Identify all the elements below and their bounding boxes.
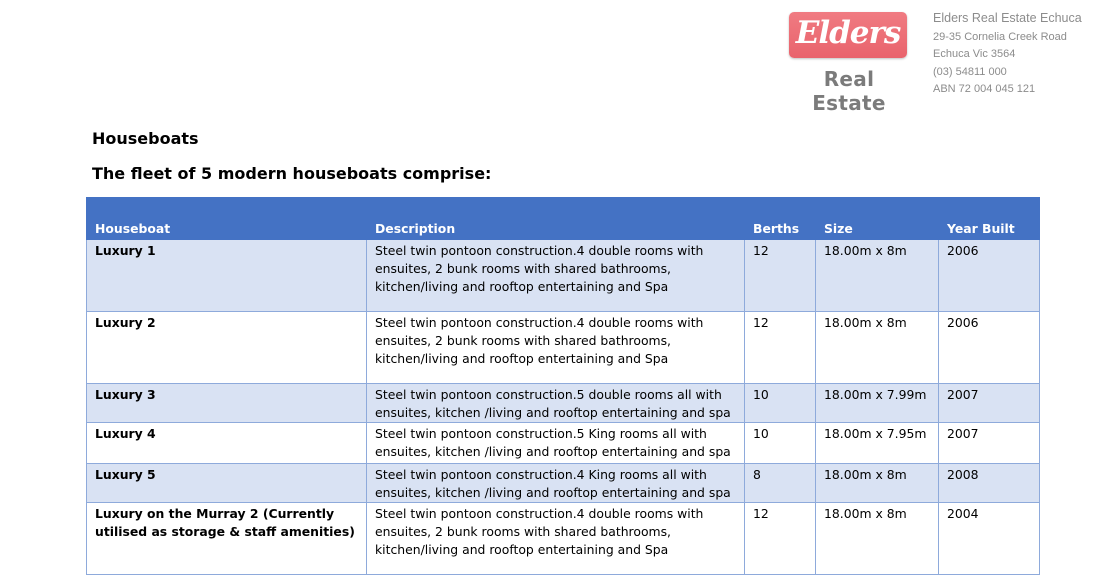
- houseboat-description: Steel twin pontoon construction.4 double rooms with ensuites, 2 bunk rooms with shared bathrooms, kitchen/living and rooftop entertaining and Spa: [367, 503, 745, 575]
- table-header-row: [87, 198, 1040, 240]
- houseboat-name: Luxury 3: [87, 384, 367, 423]
- houseboat-name: Luxury 4: [87, 423, 367, 464]
- houseboat-year-built: 2006: [939, 312, 1040, 384]
- houseboat-size: 18.00m x 7.95m: [816, 423, 939, 464]
- houseboat-size: 18.00m x 8m: [816, 312, 939, 384]
- houseboat-description: Steel twin pontoon construction.5 King rooms all with ensuites, kitchen /living and rooftop entertaining and spa: [367, 423, 745, 464]
- houseboat-berths: 10: [745, 423, 816, 464]
- column-header-houseboat: Houseboat: [87, 198, 367, 240]
- logo-script-text: Elders: [795, 15, 901, 51]
- houseboat-name: Luxury on the Murray 2 (Currently utilised as storage & staff amenities): [87, 503, 367, 575]
- houseboat-description: Steel twin pontoon construction.5 double rooms all with ensuites, kitchen /living and rooftop entertaining and spa: [367, 384, 745, 423]
- table-row: [87, 312, 1040, 384]
- houseboat-year-built: 2006: [939, 240, 1040, 312]
- logo-sub-text: Real Estate: [812, 67, 886, 115]
- houseboat-name: Luxury 1: [87, 240, 367, 312]
- column-header-year-built: Year Built: [939, 198, 1040, 240]
- column-header-description: Description: [367, 198, 745, 240]
- houseboat-size: 18.00m x 8m: [816, 240, 939, 312]
- abn-number: ABN 72 004 045 121: [933, 82, 1036, 95]
- table-row: [87, 464, 1040, 503]
- table-row: [87, 240, 1040, 312]
- houseboat-year-built: 2007: [939, 423, 1040, 464]
- houseboat-year-built: 2004: [939, 503, 1040, 575]
- houseboat-description: Steel twin pontoon construction.4 King rooms all with ensuites, kitchen /living and rooftop entertaining and spa: [367, 464, 745, 503]
- elders-logo: [787, 12, 911, 115]
- table-row: [87, 503, 1040, 575]
- address-line-2: Echuca Vic 3564: [933, 48, 1016, 61]
- houseboat-berths: 10: [745, 384, 816, 423]
- houseboat-size: 18.00m x 8m: [816, 464, 939, 503]
- logo-badge: [789, 12, 907, 58]
- houseboat-size: 18.00m x 7.99m: [816, 384, 939, 423]
- contact-block: [933, 11, 1098, 98]
- houseboat-berths: 12: [745, 503, 816, 575]
- agency-name: Elders Real Estate Echuca: [933, 11, 1082, 25]
- phone-number: (03) 54811 000: [933, 65, 1007, 78]
- address-line-1: 29-35 Cornelia Creek Road: [933, 31, 1067, 43]
- houseboat-description: Steel twin pontoon construction.4 double rooms with ensuites, 2 bunk rooms with shared bathrooms, kitchen/living and rooftop entertaining and Spa: [367, 240, 745, 312]
- houseboat-berths: 8: [745, 464, 816, 503]
- houseboat-name: Luxury 2: [87, 312, 367, 384]
- houseboat-table: [86, 197, 1040, 575]
- fleet-intro: The fleet of 5 modern houseboats comprise:: [92, 164, 492, 183]
- column-header-berths: Berths: [745, 198, 816, 240]
- table-row: [87, 384, 1040, 423]
- houseboat-berths: 12: [745, 312, 816, 384]
- houseboat-description: Steel twin pontoon construction.4 double rooms with ensuites, 2 bunk rooms with shared bathrooms, kitchen/living and rooftop entertaining and Spa: [367, 312, 745, 384]
- houseboat-berths: 12: [745, 240, 816, 312]
- houseboat-name: Luxury 5: [87, 464, 367, 503]
- document-title: Houseboats: [92, 129, 199, 148]
- houseboat-year-built: 2008: [939, 464, 1040, 503]
- houseboat-year-built: 2007: [939, 384, 1040, 423]
- table-row: [87, 423, 1040, 464]
- column-header-size: Size: [816, 198, 939, 240]
- houseboat-size: 18.00m x 8m: [816, 503, 939, 575]
